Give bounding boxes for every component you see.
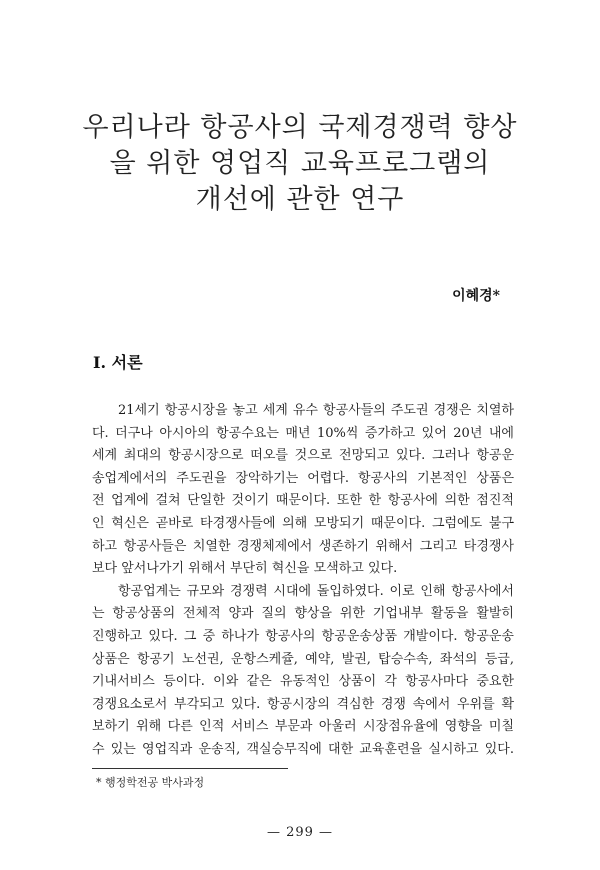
title-line: 을 위한 영업직 교육프로그램의 [109,148,491,179]
text-line: 인 혁신은 곧바로 타경쟁사들에 의해 모방되기 때문이다. 그럼에도 불구 [92,515,514,531]
text-line: 경쟁요소로서 부각되고 있다. 항공시장의 격심한 경쟁 속에서 우위를 확 [92,696,514,712]
body-text [92,400,514,762]
text-line: 다. 더구나 아시아의 항공수요는 매년 10%씩 증가하고 있어 20년 내에 [92,425,514,441]
text-line: 보다 앞서나가기 위해서 부단히 혁신을 모색하고 있다. [92,561,398,577]
title-line: 개선에 관한 연구 [195,184,405,215]
page-number: — 299 — [266,825,334,840]
text-line: 송업계에서의 주도권을 장악하기는 어렵다. 항공사의 기본적인 상품은 [92,470,514,486]
paper-title [40,110,560,218]
text-line: 하고 항공사들은 치열한 경쟁체제에서 생존하기 위해서 그리고 타경쟁사 [92,538,514,554]
text-line: 전 업계에 걸쳐 단일한 것이기 때문이다. 또한 한 항공사에 의한 점진적 [92,493,514,509]
text-line: 보하기 위해 다른 인적 서비스 부문과 아울러 시장점유율에 영향을 미칠 [92,719,514,735]
footnote-divider [92,768,288,769]
text-line: 수 있는 영업직과 운송직, 객실승무직에 대한 교육훈련을 실시하고 있다. [92,741,514,757]
paragraph [92,581,514,762]
text-line: 는 항공상품의 전체적 양과 질의 향상을 위한 기업내부 활동을 활발히 [92,606,514,622]
text-line: 21세기 항공시장을 놓고 세계 유수 항공사들의 주도권 경쟁은 치열하 [118,403,514,418]
footnote: * 행정학전공 박사과정 [96,776,205,789]
section-heading: Ⅰ. 서론 [93,353,143,372]
author-name: 이혜경* [452,288,500,304]
text-line: 기내서비스 등이다. 이와 같은 유동적인 상품이 각 항공사마다 중요한 [92,674,514,690]
text-line: 상품은 항공기 노선권, 운항스케쥴, 예약, 발권, 탑승수속, 좌석의 등급, [92,651,514,667]
text-line: 항공업계는 규모와 경쟁력 시대에 돌입하였다. 이로 인해 항공사에서 [118,583,514,599]
title-line: 우리나라 항공사의 국제경쟁력 향상 [82,112,518,143]
paragraph [92,400,514,581]
text-line: 진행하고 있다. 그 중 하나가 항공사의 항공운송상품 개발이다. 항공운송 [92,628,514,644]
text-line: 세계 최대의 항공시장으로 떠오를 것으로 전망되고 있다. 그러나 항공운 [92,448,514,464]
